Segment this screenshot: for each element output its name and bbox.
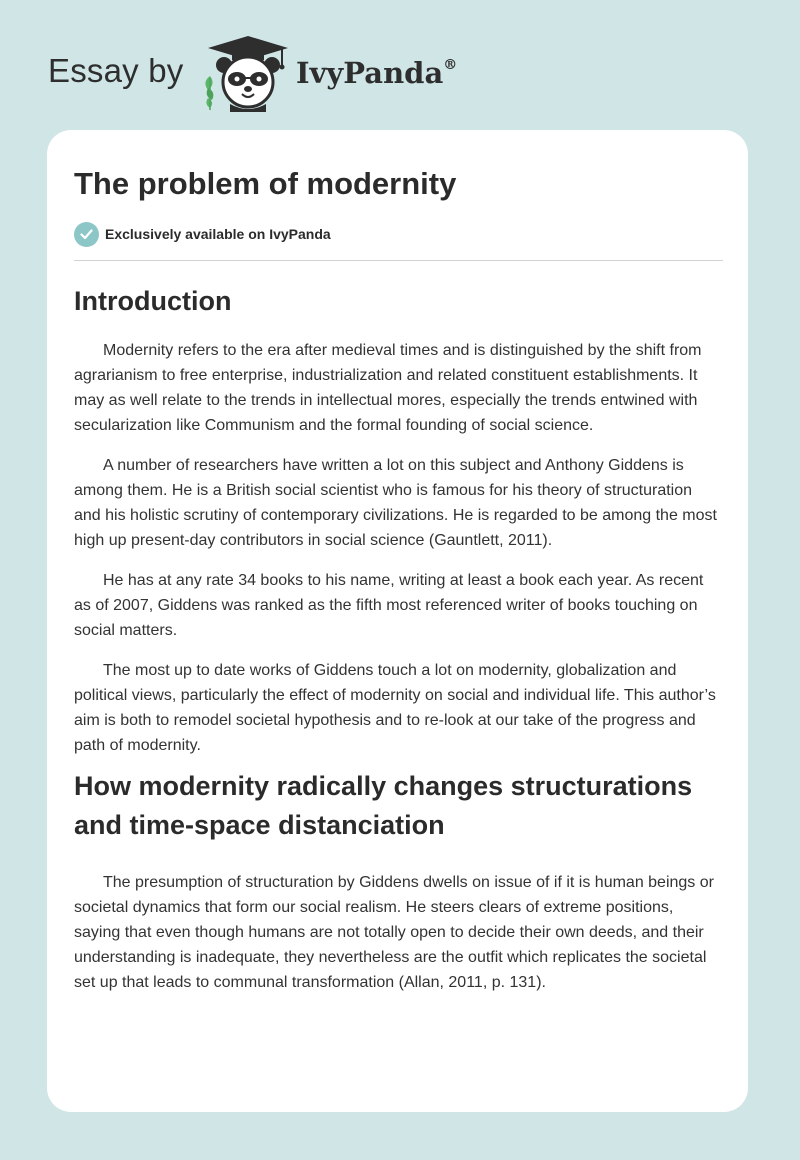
paragraph: The most up to date works of Giddens touch a lot on modernity, globalization and political views, particularly the effect of modernity on social and individual life. This author’s aim is both to remodel societal hypothesis and to re-look at our take of the progress and path of modernity.	[74, 662, 716, 754]
brand-header	[48, 34, 478, 114]
exclusive-badge	[74, 221, 722, 247]
exclusive-label: Exclusively available on IvyPanda	[105, 226, 331, 242]
section-heading: How modernity radically changes structurations and time-space distanciation	[74, 771, 693, 840]
divider	[74, 260, 723, 261]
check-icon	[74, 222, 99, 247]
paragraph: Modernity refers to the era after medieval times and is distinguished by the shift from agrarianism to free enterprise, industrialization and related constituent establishments. It may as well relate to the trends in intellectual mores, especially the trends entwined with secularization like Communism and the formal founding of social science.	[74, 342, 702, 434]
registered-mark: ®	[443, 57, 458, 74]
paragraph: He has at any rate 34 books to his name, writing at least a book each year. As recent as of 2007, Giddens was ranked as the fifth most referenced writer of books touching on social matters.	[74, 572, 704, 639]
essay-card	[47, 130, 748, 1112]
brand-name: IvyPanda®	[296, 56, 458, 90]
section-heading: Introduction	[74, 286, 232, 316]
page-title: The problem of modernity	[74, 166, 457, 201]
paragraph: A number of researchers have written a lot on this subject and Anthony Giddens is among them. He is a British social scientist who is famous for his theory of structuration and his holistic scrutiny of contemporary civilizations. He is regarded to be among the most high up present-day contributors in social science (Gauntlett, 2011).	[74, 457, 717, 549]
brand-prefix: Essay by	[48, 52, 184, 89]
panda-logo-icon	[200, 34, 296, 112]
paragraph: The presumption of structuration by Giddens dwells on issue of if it is human beings or societal dynamics that form our social realism. He steers clears of extreme positions, saying that even though humans are not totally open to decide their own deeds, and their understanding is inadequate, they nevertheless are the outfit which replicates the societal set up that leads to communal transformation (Allan, 2011, p. 131).	[74, 874, 714, 991]
